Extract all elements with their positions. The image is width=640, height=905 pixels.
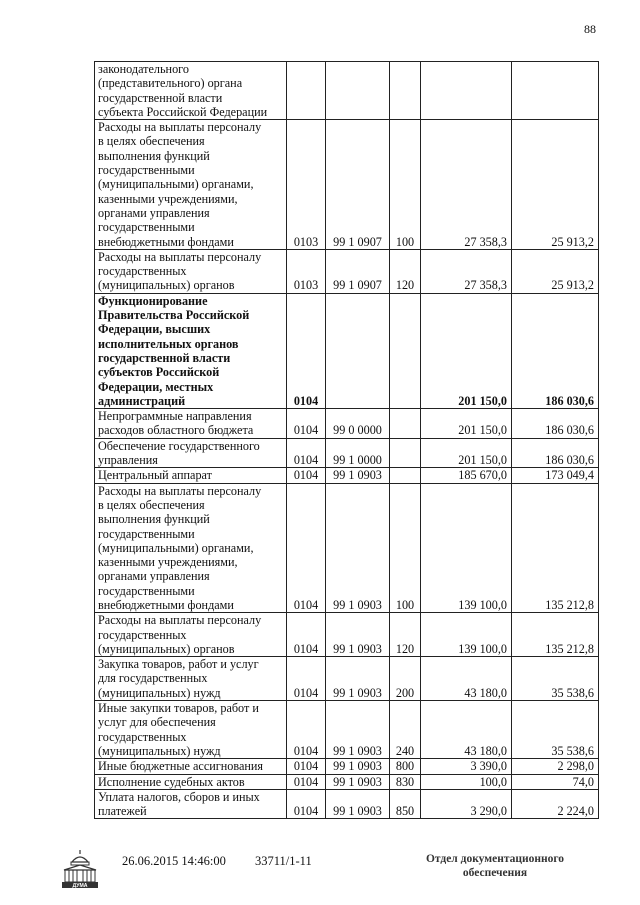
executed-amount-cell: 74,0	[512, 774, 599, 789]
row-name-line: государственными	[98, 526, 195, 541]
section-code-cell: 0104	[287, 701, 326, 759]
expense-type-cell: 120	[390, 249, 421, 293]
row-name-line: расходов областного бюджета	[98, 423, 254, 438]
planned-amount-cell: 139 100,0	[421, 483, 512, 613]
footer-doc-number: 33711/1-11	[255, 854, 312, 868]
expense-type-cell: 100	[390, 120, 421, 250]
row-name-line: внебюджетными фондами	[98, 597, 234, 612]
expense-type-cell	[390, 62, 421, 120]
section-code-cell: 0104	[287, 438, 326, 468]
planned-amount-cell: 43 180,0	[421, 657, 512, 701]
executed-amount-cell	[512, 62, 599, 120]
section-code-cell: 0104	[287, 657, 326, 701]
row-name-line: платежей	[98, 804, 147, 819]
row-name-cell	[95, 293, 287, 408]
planned-amount-cell: 139 100,0	[421, 613, 512, 657]
table-row	[95, 657, 599, 701]
row-name-line: Правительства Российской	[98, 308, 250, 323]
expense-type-cell: 100	[390, 483, 421, 613]
target-article-cell: 99 1 0903	[326, 774, 390, 789]
row-name-line: Расходы на выплаты персоналу	[98, 249, 262, 264]
planned-amount-cell: 201 150,0	[421, 409, 512, 439]
row-name-cell	[95, 468, 287, 483]
row-name-line: выполнения функций	[98, 148, 210, 163]
row-name-line: Иные бюджетные ассигнования	[98, 759, 264, 774]
row-name-cell	[95, 409, 287, 439]
planned-amount-cell: 201 150,0	[421, 438, 512, 468]
executed-amount-cell: 25 913,2	[512, 120, 599, 250]
expense-type-cell	[390, 468, 421, 483]
expense-type-cell: 200	[390, 657, 421, 701]
table-row	[95, 249, 599, 293]
row-name-line: государственными	[98, 220, 195, 235]
row-name-cell	[95, 62, 287, 120]
target-article-cell: 99 1 0000	[326, 438, 390, 468]
footer-department-line: Отдел документационного	[425, 853, 565, 865]
row-name-line: в целях обеспечения	[98, 497, 205, 512]
row-name-line: управления	[98, 453, 158, 468]
row-name-line: (муниципальных) органов	[98, 641, 235, 656]
row-name-line: Исполнение судебных актов	[98, 774, 245, 789]
section-code-cell: 0104	[287, 774, 326, 789]
section-code-cell: 0104	[287, 759, 326, 774]
row-name-line: казенными учреждениями,	[98, 191, 238, 206]
planned-amount-cell: 3 390,0	[421, 759, 512, 774]
page-footer	[0, 842, 640, 902]
executed-amount-cell: 2 224,0	[512, 789, 599, 819]
planned-amount-cell: 100,0	[421, 774, 512, 789]
table-row	[95, 293, 599, 408]
section-code-cell: 0103	[287, 120, 326, 250]
row-name-line: Федерации, местных	[98, 379, 214, 394]
executed-amount-cell: 135 212,8	[512, 483, 599, 613]
row-name-line: Центральный аппарат	[98, 468, 212, 483]
row-name-cell	[95, 249, 287, 293]
planned-amount-cell: 3 290,0	[421, 789, 512, 819]
row-name-line: законодательного	[98, 62, 189, 76]
executed-amount-cell: 135 212,8	[512, 613, 599, 657]
row-name-line: казенными учреждениями,	[98, 555, 238, 570]
row-name-line: государственными	[98, 163, 195, 178]
logo-text: ДУМА	[72, 883, 88, 889]
target-article-cell: 99 1 0907	[326, 120, 390, 250]
row-name-cell	[95, 774, 287, 789]
row-name-line: Уплата налогов, сборов и иных	[98, 789, 260, 804]
executed-amount-cell: 2 298,0	[512, 759, 599, 774]
table-row	[95, 774, 599, 789]
row-name-line: для государственных	[98, 671, 208, 686]
expense-type-cell	[390, 409, 421, 439]
row-name-line: органами управления	[98, 569, 210, 584]
target-article-cell: 99 1 0903	[326, 759, 390, 774]
target-article-cell: 99 1 0903	[326, 657, 390, 701]
expense-type-cell	[390, 293, 421, 408]
table-row	[95, 759, 599, 774]
table-row	[95, 62, 599, 120]
expense-type-cell: 120	[390, 613, 421, 657]
section-code-cell: 0104	[287, 789, 326, 819]
planned-amount-cell: 185 670,0	[421, 468, 512, 483]
section-code-cell	[287, 62, 326, 120]
section-code-cell: 0104	[287, 468, 326, 483]
footer-department-line: обеспечения	[462, 867, 528, 879]
row-name-line: государственной власти	[98, 90, 223, 105]
row-name-cell	[95, 789, 287, 819]
row-name-line: (муниципальными) органами,	[98, 540, 254, 555]
target-article-cell: 99 1 0903	[326, 701, 390, 759]
row-name-line: (муниципальных) нужд	[98, 743, 221, 758]
row-name-line: (муниципальными) органами,	[98, 177, 254, 192]
planned-amount-cell: 43 180,0	[421, 701, 512, 759]
executed-amount-cell: 186 030,6	[512, 409, 599, 439]
row-name-line: субъектов Российской	[98, 365, 220, 380]
row-name-line: Расходы на выплаты персоналу	[98, 483, 262, 498]
row-name-line: в целях обеспечения	[98, 134, 205, 149]
row-name-line: администраций	[98, 393, 186, 408]
executed-amount-cell: 186 030,6	[512, 293, 599, 408]
executed-amount-cell: 35 538,6	[512, 701, 599, 759]
expense-type-cell: 830	[390, 774, 421, 789]
row-name-line: Федерации, высших	[98, 322, 211, 337]
row-name-cell	[95, 657, 287, 701]
expense-type-cell: 850	[390, 789, 421, 819]
target-article-cell: 99 1 0903	[326, 468, 390, 483]
table-body	[95, 62, 599, 819]
row-name-line: внебюджетными фондами	[98, 234, 234, 249]
table-row	[95, 613, 599, 657]
target-article-cell	[326, 293, 390, 408]
row-name-line: государственных	[98, 627, 187, 642]
executed-amount-cell: 173 049,4	[512, 468, 599, 483]
row-name-line: (муниципальных) органов	[98, 278, 235, 293]
table-row	[95, 438, 599, 468]
row-name-line: (муниципальных) нужд	[98, 685, 221, 700]
row-name-line: Иные закупки товаров, работ и	[98, 701, 259, 716]
row-name-cell	[95, 120, 287, 250]
row-name-line: Функционирование	[98, 293, 208, 308]
executed-amount-cell: 186 030,6	[512, 438, 599, 468]
target-article-cell: 99 1 0903	[326, 483, 390, 613]
section-code-cell: 0104	[287, 409, 326, 439]
budget-table	[94, 61, 599, 819]
expense-type-cell: 800	[390, 759, 421, 774]
target-article-cell	[326, 62, 390, 120]
target-article-cell: 99 0 0000	[326, 409, 390, 439]
row-name-line: субъекта Российской Федерации	[98, 104, 268, 119]
target-article-cell: 99 1 0903	[326, 613, 390, 657]
executed-amount-cell: 25 913,2	[512, 249, 599, 293]
row-name-line: государственной власти	[98, 350, 231, 365]
row-name-cell	[95, 483, 287, 613]
section-code-cell: 0104	[287, 483, 326, 613]
row-name-cell	[95, 701, 287, 759]
table-row	[95, 468, 599, 483]
table-row	[95, 701, 599, 759]
table-row	[95, 789, 599, 819]
row-name-line: Расходы на выплаты персоналу	[98, 120, 262, 135]
planned-amount-cell	[421, 62, 512, 120]
planned-amount-cell: 27 358,3	[421, 249, 512, 293]
row-name-line: государственных	[98, 264, 187, 279]
expense-type-cell	[390, 438, 421, 468]
target-article-cell: 99 1 0903	[326, 789, 390, 819]
target-article-cell: 99 1 0907	[326, 249, 390, 293]
footer-date: 26.06.2015 14:46:00	[122, 854, 226, 868]
row-name-line: органами управления	[98, 205, 210, 220]
expense-type-cell: 240	[390, 701, 421, 759]
duma-building-icon	[60, 848, 100, 890]
row-name-line: исполнительных органов	[98, 336, 239, 351]
section-code-cell: 0103	[287, 249, 326, 293]
row-name-line: государственными	[98, 583, 195, 598]
row-name-line: Непрограммные направления	[98, 409, 252, 424]
section-code-cell: 0104	[287, 293, 326, 408]
row-name-line: выполнения функций	[98, 512, 210, 527]
row-name-cell	[95, 438, 287, 468]
row-name-line: Расходы на выплаты персоналу	[98, 613, 262, 628]
footer-department	[420, 852, 570, 880]
section-code-cell: 0104	[287, 613, 326, 657]
row-name-line: услуг для обеспечения	[98, 715, 216, 730]
table-row	[95, 483, 599, 613]
executed-amount-cell: 35 538,6	[512, 657, 599, 701]
row-name-line: государственных	[98, 729, 187, 744]
planned-amount-cell: 201 150,0	[421, 293, 512, 408]
row-name-cell	[95, 759, 287, 774]
page-number: 88	[584, 22, 596, 36]
row-name-cell	[95, 613, 287, 657]
planned-amount-cell: 27 358,3	[421, 120, 512, 250]
row-name-line: Обеспечение государственного	[98, 438, 260, 453]
row-name-line: (представительного) органа	[98, 76, 243, 91]
table-row	[95, 409, 599, 439]
table-row	[95, 120, 599, 250]
row-name-line: Закупка товаров, работ и услуг	[98, 657, 259, 672]
